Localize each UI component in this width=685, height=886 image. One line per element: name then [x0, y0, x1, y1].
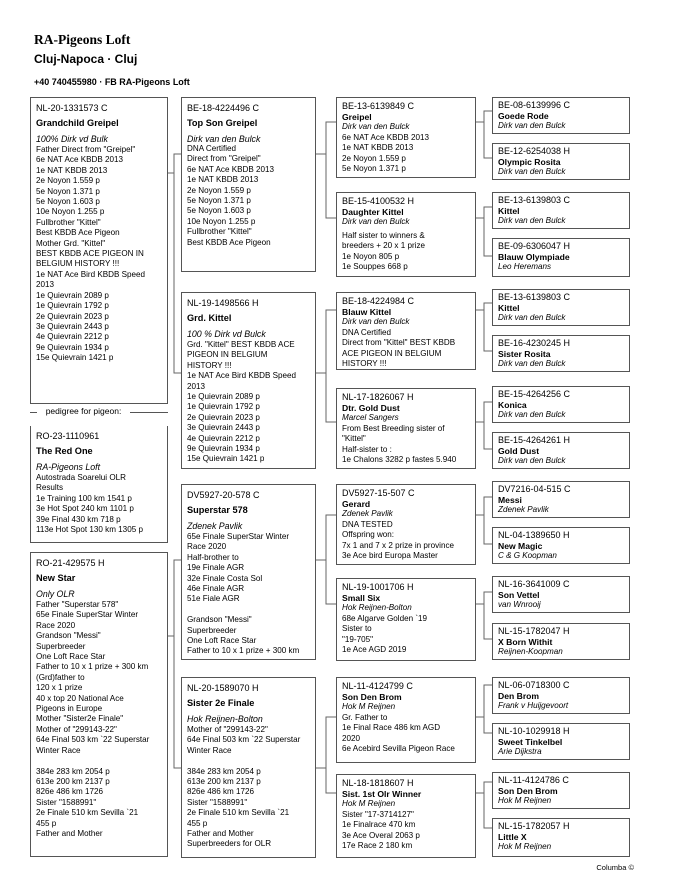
- owner: Arie Dijkstra: [498, 747, 542, 756]
- owner: Zdenek Pavlik: [498, 505, 549, 514]
- dam-pigeon-card: [30, 552, 168, 857]
- pigeon-results: Sister "17-3714127" 1e Finalrace 470 km 3e Ace Overal 2063 p 17e Race 2 180 km: [342, 809, 420, 851]
- pigeon-name: Son Vettel: [498, 590, 540, 600]
- owner: 100 % Dirk vd Bulck: [187, 329, 266, 339]
- great-grandparent-card: [492, 723, 630, 760]
- ring-number: BE-13-6139803 C: [498, 292, 571, 302]
- great-grandparent-card: [492, 677, 630, 714]
- grandparent-card: [336, 677, 476, 763]
- owner: C & G Koopman: [498, 551, 557, 560]
- owner: Hok Reijnen-Bolton: [187, 714, 263, 724]
- grandparent-card: [336, 97, 476, 178]
- owner: Dirk van den Bulck: [498, 216, 566, 225]
- pigeon-results: Half sister to winners & breeders + 20 x 1 prize 1e Noyon 805 p 1e Souppes 668 p: [342, 230, 426, 272]
- great-grandparent-card: [492, 527, 630, 564]
- owner: Dirk van den Bulck: [498, 456, 566, 465]
- pigeon-results: DNA Certified Direct from "Kittel" BEST KBDB ACE PIGEON IN BELGIUM HISTORY !!!: [342, 327, 456, 369]
- pigeon-name: Small Six: [342, 593, 381, 603]
- parent-card: [181, 677, 316, 858]
- loft-location: Cluj-Napoca · Cluj: [34, 52, 138, 66]
- ring-number: NL-11-4124786 C: [498, 775, 569, 785]
- pigeon-name: Superstar 578: [187, 505, 248, 515]
- parent-card: [181, 292, 316, 469]
- owner: Only OLR: [36, 589, 75, 599]
- ring-number: BE-18-4224496 C: [187, 103, 260, 113]
- owner: Frank v Huijgevoort: [498, 701, 569, 710]
- pigeon-results: Mother of "299143-22" 64e Final 503 km `22 Superstar Winter Race 384e 283 km 2054 p 613e 200 km 2137 p 826e 486 km 1726 Sister "1588991" 2e Finale 510 km Sevilla `21 455 p Father and Mother Superbreeders for OLR: [187, 725, 301, 849]
- pigeon-results: Autostrada Soarelui OLR Results 1e Training 100 km 1541 p 3e Hot Spot 240 km 1101 p 39e Final 430 km 718 p 113e Hot Spot 130 km 1305 p: [36, 473, 143, 535]
- grandparent-card: [336, 388, 476, 469]
- owner: Dirk van den Bulck: [498, 359, 566, 368]
- grandparent-card: [336, 292, 476, 370]
- owner: Hok M Reijnen: [342, 702, 396, 712]
- ring-number: NL-19-1498566 H: [187, 298, 259, 308]
- pigeon-name: Son Den Brom: [498, 786, 558, 796]
- owner: RA-Pigeons Loft: [36, 462, 101, 472]
- great-grandparent-card: [492, 481, 630, 518]
- great-grandparent-card: [492, 289, 630, 326]
- owner: Reijnen-Koopman: [498, 647, 563, 656]
- ring-number: BE-12-6254038 H: [498, 146, 571, 156]
- great-grandparent-card: [492, 772, 630, 809]
- ring-number: BE-08-6139996 C: [498, 100, 571, 110]
- grandparent-card: [336, 578, 476, 661]
- pigeon-results: 65e Finale SuperStar Winter Race 2020 Half-brother to 19e Finale AGR 32e Finale Costa Sol 46e Finale AGR 51e Fiale AGR Grandson "Messi" Superbreeder One Loft Race Star Father to 10 x 1 prize + 300 km: [187, 532, 300, 656]
- owner: Dirk van den Bulck: [342, 217, 410, 227]
- owner: Hok M Reijnen: [498, 842, 552, 851]
- ring-number: NL-11-4124799 C: [342, 681, 413, 691]
- ring-number: DV7216-04-515 C: [498, 484, 571, 494]
- ring-number: DV5927-20-578 C: [187, 490, 260, 500]
- pigeon-name: Grandchild Greipel: [36, 118, 119, 128]
- pigeon-name: Dtr. Gold Dust: [342, 403, 400, 413]
- pigeon-name: Son Den Brom: [342, 692, 402, 702]
- ring-number: RO-23-1110961: [36, 431, 100, 441]
- pigeon-name: Konica: [498, 400, 527, 410]
- pigeon-name: Sweet Tinkelbel: [498, 737, 563, 747]
- parent-card: [181, 484, 316, 660]
- great-grandparent-card: [492, 623, 630, 660]
- owner: Dirk van den Bulck: [498, 121, 566, 130]
- pigeon-name: Kittel: [498, 206, 520, 216]
- ring-number: RO-21-429575 H: [36, 558, 105, 568]
- grandparent-card: [336, 484, 476, 565]
- owner: Hok Reijnen-Bolton: [342, 603, 412, 613]
- ring-number: NL-15-1782057 H: [498, 821, 570, 831]
- owner: Hok M Reijnen: [342, 799, 396, 809]
- ring-number: BE-18-4224984 C: [342, 296, 415, 306]
- ring-number: NL-19-1001706 H: [342, 582, 414, 592]
- great-grandparent-card: [492, 432, 630, 469]
- ring-number: NL-17-1826067 H: [342, 392, 414, 402]
- owner: Marcel Sangers: [342, 413, 399, 423]
- owner: 100% Dirk vd Bulk: [36, 134, 108, 144]
- ring-number: DV5927-15-507 C: [342, 488, 415, 498]
- owner: Zdenek Pavlik: [187, 521, 243, 531]
- pigeon-name: Little X: [498, 832, 527, 842]
- ring-number: NL-04-1389650 H: [498, 530, 570, 540]
- pigeon-name: Messi: [498, 495, 522, 505]
- loft-contact: +40 740455980 · FB RA-Pigeons Loft: [34, 77, 190, 87]
- pigeon-name: Gold Dust: [498, 446, 540, 456]
- pigeon-results: Gr. Father to 1e Final Race 486 km AGD 2020 6e Acebird Sevilla Pigeon Race: [342, 712, 455, 754]
- footer-credit: Columba ©: [596, 863, 634, 872]
- pigeon-name: The Red One: [36, 446, 93, 456]
- pigeon-results: 6e NAT Ace KBDB 2013 1e NAT KBDB 2013 2e Noyon 1.559 p 5e Noyon 1.371 p: [342, 132, 429, 174]
- grandparent-card: [336, 192, 476, 277]
- pigeon-results: DNA TESTED Offspring won: 7x 1 and 7 x 2 prize in province 3e Ace bird Europa Master: [342, 519, 455, 561]
- pigeon-name: Blauw Olympiade: [498, 252, 570, 262]
- ring-number: BE-15-4264261 H: [498, 435, 571, 445]
- parent-card: [181, 97, 316, 272]
- owner: Zdenek Pavlik: [342, 509, 393, 519]
- owner: Dirk van den Bulck: [498, 313, 566, 322]
- owner: Dirk van den Bulck: [342, 122, 410, 132]
- pigeon-name: Top Son Greipel: [187, 118, 258, 128]
- loft-title: RA-Pigeons Loft: [34, 32, 131, 47]
- pigeon-name: Sist. 1st Olr Winner: [342, 789, 422, 799]
- ring-number: NL-15-1782047 H: [498, 626, 570, 636]
- ring-number: NL-06-0718300 C: [498, 680, 570, 690]
- owner: van Wnrooij: [498, 600, 541, 609]
- pigeon-name: Olympic Rosita: [498, 157, 561, 167]
- great-grandparent-card: [492, 818, 630, 857]
- owner: Dirk van den Bulck: [187, 134, 261, 144]
- ring-number: NL-20-1589070 H: [187, 683, 259, 693]
- great-grandparent-card: [492, 335, 630, 372]
- pigeon-results: Father "Superstar 578" 65e Finale SuperStar Winter Race 2020 Grandson "Messi" Superbreeder One Loft Race Star Father to 10 x 1 prize + 300 km (Grd)father to 120 x 1 prize 40 x top 20 National Ace Pigeons in Europe Mother "Sister2e Finale" Mother of "299143-22" 64e Final 503 km `22 Superstar Winter Race 384e 283 km 2054 p 613e 200 km 2137 p 826e 486 km 1726 Sister "1588991" 2e Finale 510 km Sevilla `21 455 p Father and Mother: [36, 600, 150, 838]
- pigeon-name: New Magic: [498, 541, 543, 551]
- pigeon-name: New Star: [36, 573, 76, 583]
- ring-number: BE-13-6139849 C: [342, 101, 415, 111]
- subject-pigeon-card: [30, 97, 168, 404]
- ring-number: BE-15-4100532 H: [342, 196, 415, 206]
- ring-number: BE-16-4230245 H: [498, 338, 571, 348]
- owner: Dirk van den Bulck: [342, 317, 410, 327]
- grandparent-card: [336, 774, 476, 858]
- pedigree-label: pedigree for pigeon:: [37, 406, 130, 416]
- great-grandparent-card: [492, 192, 630, 229]
- pigeon-results: From Best Breeding sister of "Kittel" Half-sister to : 1e Chalons 3282 p fastes 5.940: [342, 423, 457, 465]
- pigeon-name: Sister 2e Finale: [187, 698, 255, 708]
- ring-number: NL-16-3641009 C: [498, 579, 570, 589]
- pigeon-name: Greipel: [342, 112, 372, 122]
- ring-number: NL-20-1331573 C: [36, 103, 108, 113]
- pigeon-name: Daughter Kittel: [342, 207, 404, 217]
- pigeon-name: Blauw Kittel: [342, 307, 392, 317]
- pigeon-results: 68e Algarve Golden `19 Sister to "19-705" 1e Ace AGD 2019: [342, 613, 428, 655]
- owner: Hok M Reijnen: [498, 796, 552, 805]
- owner: Dirk van den Bulck: [498, 167, 566, 176]
- subject2-pigeon-card: [30, 426, 168, 543]
- ring-number: BE-09-6306047 H: [498, 241, 571, 251]
- pigeon-name: X Born Withit: [498, 637, 553, 647]
- pigeon-results: Father Direct from "Greipel" 6e NAT Ace KBDB 2013 1e NAT KBDB 2013 2e Noyon 1.559 p 5e Noyon 1.371 p 5e Noyon 1.603 p 10e Noyon 1.255 p Fullbrother "Kittel" Best KBDB Ace Pigeon Mother Grd. "Kittel" BEST KBDB ACE PIGEON IN BELGIUM HISTORY !!! 1e NAT Ace Bird KBDB Speed 2013 1e Quievrain 2089 p 1e Quievrain 1792 p 2e Quievrain 2023 p 3e Quievrain 2443 p 4e Quievrain 2212 p 9e Quievrain 1934 p 15e Quievrain 1421 p: [36, 145, 146, 363]
- pigeon-name: Sister Rosita: [498, 349, 551, 359]
- great-grandparent-card: [492, 97, 630, 134]
- pigeon-name: Den Brom: [498, 691, 540, 701]
- great-grandparent-card: [492, 576, 630, 613]
- pigeon-results: DNA Certified Direct from "Greipel" 6e NAT Ace KBDB 2013 1e NAT KBDB 2013 2e Noyon 1.559 p 5e Noyon 1.371 p 5e Noyon 1.603 p 10e Noyon 1.255 p Fullbrother "Kittel" Best KBDB Ace Pigeon: [187, 144, 274, 247]
- great-grandparent-card: [492, 386, 630, 423]
- pigeon-name: Kittel: [498, 303, 520, 313]
- owner: Leo Heremans: [498, 262, 552, 271]
- pigeon-name: Grd. Kittel: [187, 313, 232, 323]
- pigeon-name: Gerard: [342, 499, 371, 509]
- pigeon-results: Grd. "Kittel" BEST KBDB ACE PIGEON IN BELGIUM HISTORY !!! 1e NAT Ace Bird KBDB Speed 2013 1e Quievrain 2089 p 1e Quievrain 1792 p 2e Quievrain 2023 p 3e Quievrain 2443 p 4e Quievrain 2212 p 9e Quievrain 1934 p 15e Quievrain 1421 p: [187, 340, 297, 464]
- pigeon-name: Goede Rode: [498, 111, 549, 121]
- great-grandparent-card: [492, 238, 630, 277]
- owner: Dirk van den Bulck: [498, 410, 566, 419]
- ring-number: NL-18-1818607 H: [342, 778, 414, 788]
- ring-number: BE-13-6139803 C: [498, 195, 571, 205]
- ring-number: BE-15-4264256 C: [498, 389, 571, 399]
- great-grandparent-card: [492, 143, 630, 180]
- ring-number: NL-10-1029918 H: [498, 726, 570, 736]
